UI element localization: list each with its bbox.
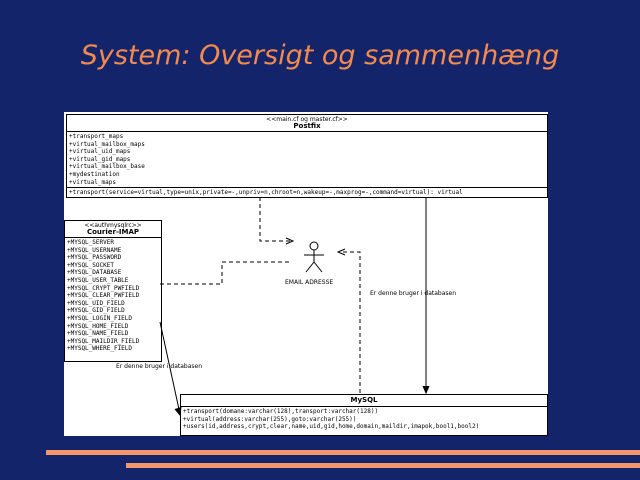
courier-attribute: +MYSQL_MAILDIR_FIELD <box>67 337 140 345</box>
note-left: Er denne bruger i databasen <box>116 363 203 370</box>
postfix-attribute: +mydestination <box>69 170 120 178</box>
courier-stereotype: <<authmysqlrc>> <box>84 222 142 229</box>
postfix-attribute: +virtual_gid_maps <box>69 155 131 163</box>
courier-attribute: +MYSQL_UID_FIELD <box>67 299 125 307</box>
postfix-to-actor-line <box>260 197 290 241</box>
mysql-operation: +transport(domane:varchar(128),transport:varchar(128)) <box>183 408 379 415</box>
courier-name: Courier-IMAP <box>86 228 139 236</box>
courier-attribute: +MYSQL_NAME_FIELD <box>67 330 129 338</box>
arrowhead-mysql-right <box>423 386 429 393</box>
courier-attribute: +MYSQL_HOME_FIELD <box>67 322 129 330</box>
decorative-bar-top <box>46 450 640 455</box>
mysql-operation: +virtual(address:varchar(255),goto:varchar(255)) <box>183 415 357 423</box>
diagram-connectors <box>64 112 548 436</box>
actor-label: EMAIL ADRESSE <box>285 279 334 286</box>
postfix-name: Postfix <box>293 122 321 130</box>
courier-attribute: +MYSQL_CLEAR_PWFIELD <box>67 292 140 300</box>
courier-attribute: +MYSQL_SERVER <box>67 239 114 246</box>
courier-to-actor-line <box>160 262 292 284</box>
courier-attribute: +MYSQL_PASSWORD <box>67 254 122 262</box>
mysql-to-actor-line <box>340 252 360 393</box>
courier-attribute: +MYSQL_LOGIN_FIELD <box>67 314 133 322</box>
note-right: Er denne bruger i databasen <box>370 290 457 297</box>
courier-attribute: +MYSQL_DATABASE <box>67 269 122 277</box>
uml-diagram <box>64 112 548 436</box>
postfix-attribute: +virtual_uid_maps <box>69 148 131 156</box>
courier-attribute: +MYSQL_USERNAME <box>67 246 122 254</box>
postfix-attribute: +virtual_mailbox_maps <box>69 140 145 148</box>
postfix-stereotype: <<main.cf og master.cf>> <box>266 116 348 123</box>
postfix-attribute: +transport_maps <box>69 133 124 140</box>
postfix-operation: +transport(service=virtual,type=unix,private=-,unpriv=n,chroot=n,wakeup=-,maxprog=-,command=virtual): virtual <box>67 187 547 198</box>
courier-attribute: +MYSQL_WHERE_FIELD <box>67 345 133 353</box>
mysql-name: MySQL <box>350 396 378 404</box>
courier-attribute: +MYSQL_USER_TABLE <box>67 276 129 284</box>
courier-attribute: +MYSQL_CRYPT_PWFIELD <box>67 284 140 292</box>
courier-attribute: +MYSQL_SOCKET <box>67 261 114 269</box>
decorative-bar-bottom <box>126 463 640 468</box>
postfix-attribute: +virtual_mailbox_base <box>69 163 145 171</box>
mysql-operation: +users(id,address,crypt,clear,name,uid,gid,home,domain,maildir,imapok,bool1,bool2) <box>183 423 480 431</box>
arrowhead-mysql-left <box>175 407 181 415</box>
courier-attribute: +MYSQL_GID_FIELD <box>67 307 125 315</box>
slide-title: System: Oversigt og sammenhæng <box>80 40 560 71</box>
actor-icon <box>304 242 324 272</box>
postfix-attribute: +virtual_maps <box>69 178 116 186</box>
